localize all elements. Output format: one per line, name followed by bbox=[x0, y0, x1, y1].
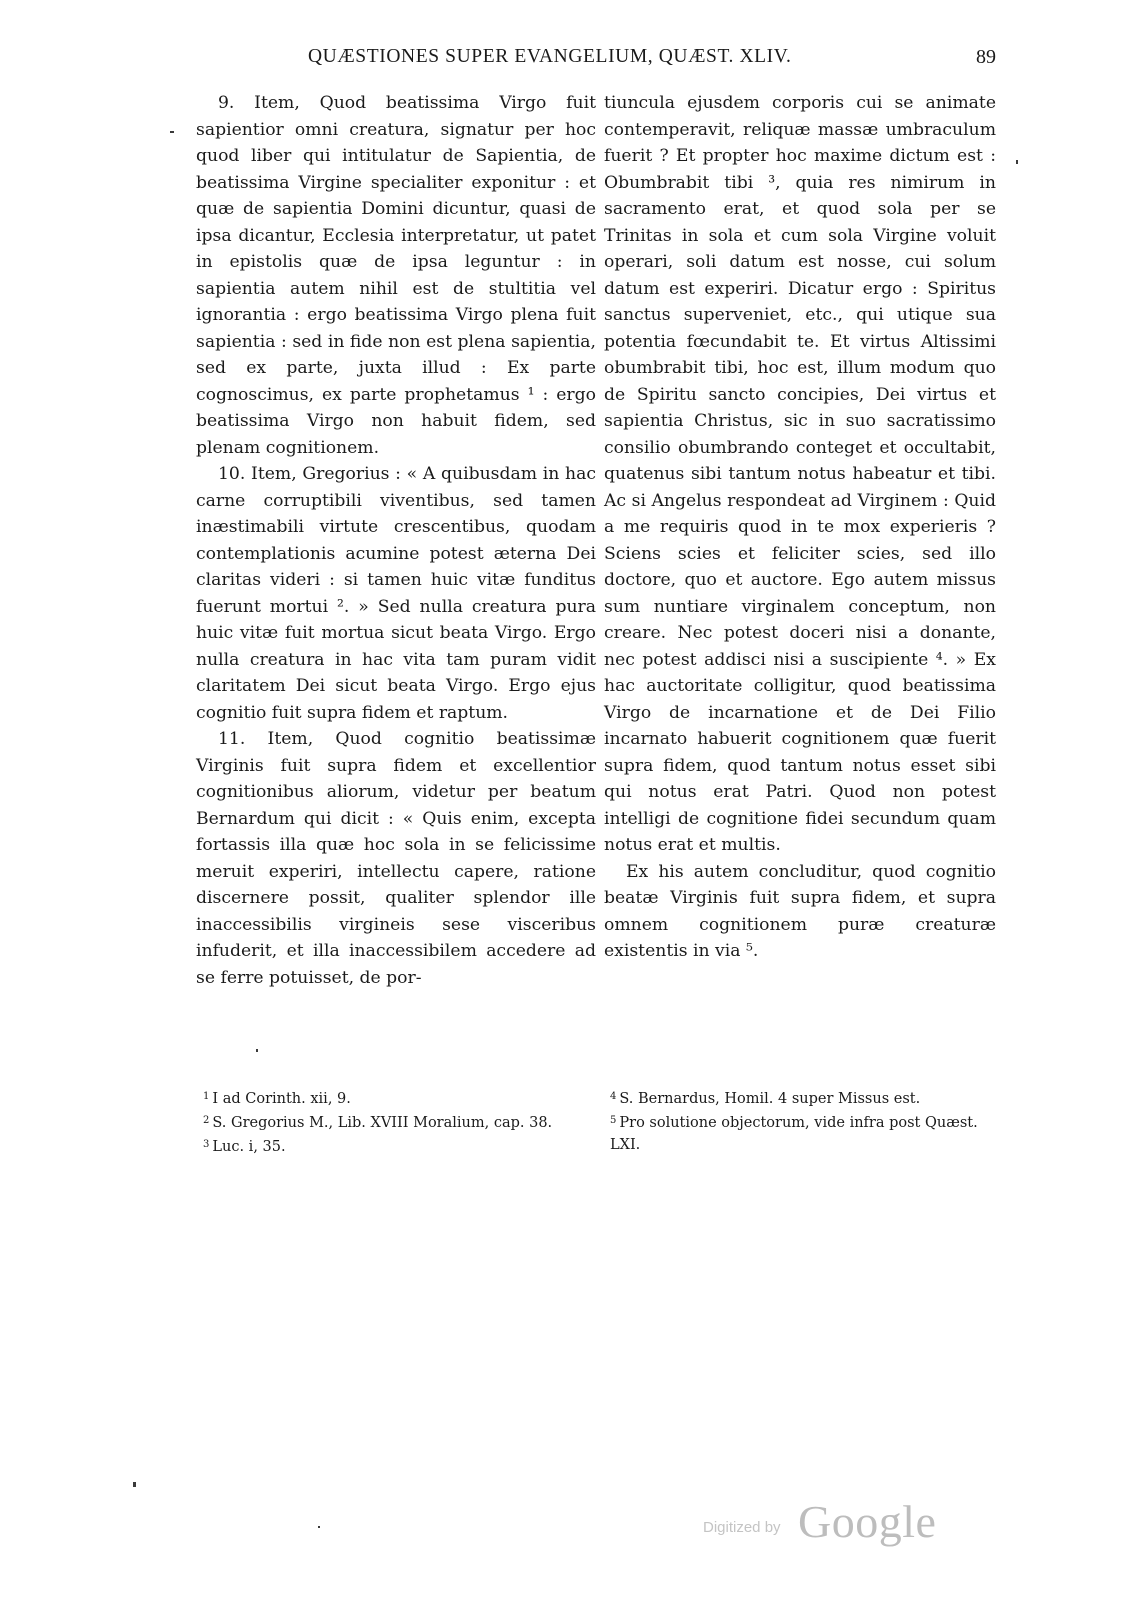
footnote-number: 5 bbox=[610, 1115, 617, 1126]
page-header bbox=[196, 46, 996, 76]
footnote bbox=[203, 1086, 583, 1110]
footnote bbox=[203, 1110, 583, 1134]
paragraph-9: 9. Item, Quod beatissima Virgo fuit sapientior omni creatura, signatur per hoc quod liber qui intitulatur de Sapientia, de beatissima Virgine specialiter exponitur : et quæ de sapientia Domini dicuntur, quasi de ipsa dicantur, Ecclesia interpretatur, ut patet in epistolis quæ de ipsa leguntur : in sapientia autem nihil est de stultitia vel ignorantia : ergo beatissima Virgo plena fuit sapientia : sed in fide non est plena sapientia, sed ex parte, juxta illud : Ex parte cognoscimus, ex parte prophetamus ¹ : ergo beatissima Virgo non habuit fidem, sed plenam cognitionem. bbox=[196, 93, 596, 458]
speck-mark bbox=[1016, 160, 1018, 164]
footnote bbox=[203, 1134, 583, 1158]
paragraph-11: 11. Item, Quod cognitio beatissimæ Virginis fuit supra fidem et excellentior cognitionibus aliorum, videtur per beatum Bernardum qui dicit : « Quis enim, excepta fortassis illa quæ hoc sola in se felicissime meruit experiri, intellectu capere, ratione discernere possit, qualiter splendor ille inaccessibilis virgineis sese visceribus infuderit, et illa inaccessibilem accedere ad se ferre potuisset, de por- bbox=[196, 729, 596, 988]
footnote-number: 3 bbox=[203, 1139, 210, 1150]
speck-mark bbox=[133, 1482, 136, 1487]
footnotes-right bbox=[610, 1086, 996, 1156]
speck-mark bbox=[170, 131, 174, 133]
footnote bbox=[610, 1110, 996, 1156]
page-number: 89 bbox=[976, 46, 996, 68]
google-watermark bbox=[703, 1497, 943, 1549]
footnote-text: Pro solutione objectorum, vide infra post Quæst. LXI. bbox=[610, 1115, 978, 1153]
conclusion-paragraph: Ex his autem concluditur, quod cognitio beatæ Virginis fuit supra fidem, et supra omnem cognitionem puræ creaturæ existentis in via ⁵. bbox=[604, 861, 996, 961]
left-column bbox=[196, 90, 596, 991]
footnote-number: 4 bbox=[610, 1091, 617, 1102]
footnotes-left bbox=[203, 1086, 583, 1158]
paragraph-11-continued: tiuncula ejusdem corporis cui se animate contemperavit, reliquæ massæ umbraculum fuerit ? Et propter hoc maxime dictum est : Obumbrabit tibi ³, quia res nimirum in sacramento erat, et quod sola per se Trinitas in sola et cum sola Virgine voluit operari, soli datum est nosse, cui solum datum est experiri. Dicatur ergo : Spiritus sanctus superveniet, etc., qui utique sua potentia fœcundabit te. Et virtus Altissimi obumbrabit tibi, hoc est, illum modum quo de Spiritu sancto concipies, Dei virtus et sapientia Christus, sic in suo sacratissimo consilio obumbrando conteget et occultabit, quatenus sibi tantum notus habeatur et tibi. Ac si Angelus respondeat ad Virginem : Quid a me requiris quod in te mox experieris ? Sciens scies et feliciter scies, sed illo doctore, quo et auctore. Ego autem missus sum nuntiare virginalem conceptum, non creare. Nec potest doceri nisi a donante, nec potest addisci nisi a suscipiente ⁴. » Ex hac auctoritate colligitur, quod beatissima Virgo de incarnatione et de Dei Filio incarnato habuerit cognitionem quæ fuerit supra fidem, quod tantum notus esset sibi qui notus erat Patri. Quod non potest intelligi de cognitione fidei secundum quam notus erat et multis. bbox=[604, 93, 996, 855]
watermark-digitized-by: Digitized by bbox=[703, 1519, 781, 1536]
footnote-text: S. Bernardus, Homil. 4 super Missus est. bbox=[619, 1091, 921, 1107]
paragraph-10: 10. Item, Gregorius : « A quibusdam in hac carne corruptibili viventibus, sed tamen inæstimabili virtute crescentibus, quodam contemplationis acumine potest æterna Dei claritas videri : si tamen huic vitæ funditus fuerunt mortui ². » Sed nulla creatura pura huic vitæ fuit mortua sicut beata Virgo. Ergo nulla creatura in hac vita tam puram vidit claritatem Dei sicut beata Virgo. Ergo ejus cognitio fuit supra fidem et raptum. bbox=[196, 464, 596, 723]
footnote bbox=[610, 1086, 996, 1110]
running-title: QUÆSTIONES SUPER EVANGELIUM, QUÆST. XLIV. bbox=[308, 46, 792, 67]
footnote-number: 1 bbox=[203, 1091, 210, 1102]
footnote-text: S. Gregorius M., Lib. XVIII Moralium, cap. 38. bbox=[212, 1115, 553, 1131]
watermark-google-logo: Google bbox=[798, 1496, 937, 1547]
speck-mark bbox=[256, 1049, 258, 1052]
speck-mark bbox=[318, 1526, 320, 1528]
footnote-number: 2 bbox=[203, 1115, 210, 1126]
right-column bbox=[604, 90, 996, 965]
footnote-text: Luc. i, 35. bbox=[212, 1139, 286, 1155]
footnote-text: I ad Corinth. xii, 9. bbox=[212, 1091, 351, 1107]
